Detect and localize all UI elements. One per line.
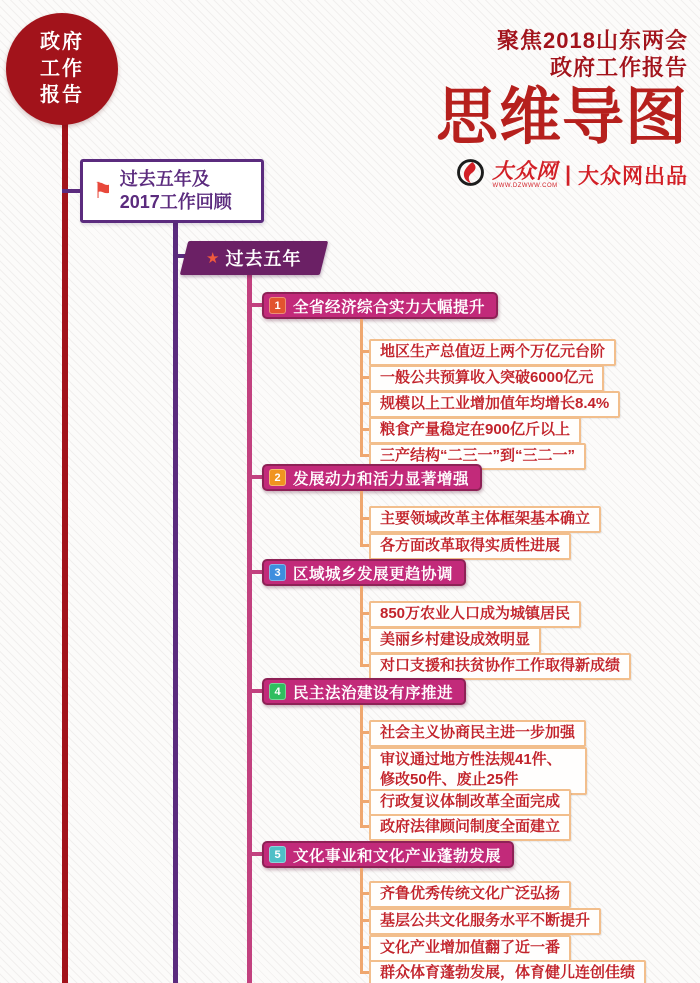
header-subtitle-2: 政府工作报告 xyxy=(549,54,688,80)
banner-label: 过去五年 xyxy=(225,249,302,269)
section-2-badge: 2 xyxy=(269,469,286,486)
connector-bracket-section-1 xyxy=(360,319,363,455)
section-2-title xyxy=(262,464,482,491)
detail-item: 群众体育蓬勃发展，体育健儿连创佳绩 xyxy=(369,960,646,983)
logo-name: 大众网 xyxy=(492,159,559,183)
logo-wordmark xyxy=(492,161,558,189)
detail-item: 美丽乡村建设成效明显 xyxy=(369,627,541,654)
section-4-badge: 4 xyxy=(269,683,286,700)
connector-stub-section-5 xyxy=(250,852,262,856)
page-title: 思维导图 xyxy=(435,82,688,152)
connector-trunk-red xyxy=(62,118,68,983)
connector-stub-branch xyxy=(62,189,80,193)
detail-item: 规模以上工业增加值年均增长8.4% xyxy=(369,391,620,418)
section-5-label: 文化事业和文化产业蓬勃发展 xyxy=(293,847,502,865)
branch-label-line2: 2017工作回顾 xyxy=(119,192,232,212)
logo-url: WWW.DZWWW.COM xyxy=(492,182,558,189)
connector-trunk-purple xyxy=(173,222,178,983)
detail-item: 一般公共预算收入突破6000亿元 xyxy=(369,365,604,392)
detail-item: 主要领域改革主体框架基本确立 xyxy=(369,506,601,533)
logo-separator: | xyxy=(565,162,571,186)
detail-item: 社会主义协商民主进一步加强 xyxy=(369,720,586,747)
detail-item: 基层公共文化服务水平不断提升 xyxy=(369,908,601,935)
section-1-label: 全省经济综合实力大幅提升 xyxy=(293,298,486,316)
section-4-title xyxy=(262,678,466,705)
detail-item: 审议通过地方性法规41件、修改50件、废止25件 xyxy=(369,747,587,795)
detail-item: 各方面改革取得实质性进展 xyxy=(369,533,571,560)
flag-icon: ⚑ xyxy=(93,178,113,203)
connector-trunk-pink xyxy=(247,274,252,983)
section-3-badge: 3 xyxy=(269,564,286,581)
section-1-badge: 1 xyxy=(269,297,286,314)
section-3-label: 区域城乡发展更趋协调 xyxy=(293,565,454,583)
connector-stub-section-1 xyxy=(250,303,262,307)
banner-past-five-years xyxy=(180,241,328,275)
connector-stub-section-4 xyxy=(250,689,262,693)
banner-content xyxy=(206,245,301,271)
detail-item: 政府法律顾问制度全面建立 xyxy=(369,814,571,841)
flame-logo-icon xyxy=(456,158,485,192)
detail-item: 行政复议体制改革全面完成 xyxy=(369,789,571,816)
section-4-label: 民主法治建设有序推进 xyxy=(293,684,454,702)
section-1-title xyxy=(262,292,498,319)
detail-item: 地区生产总值迈上两个万亿元台阶 xyxy=(369,339,616,366)
section-2-label: 发展动力和活力显著增强 xyxy=(293,470,470,488)
section-5-badge: 5 xyxy=(269,846,286,863)
header-subtitle-1: 聚焦2018山东两会 xyxy=(497,28,688,53)
detail-item: 对口支援和扶贫协作工作取得新成绩 xyxy=(369,653,631,680)
root-line: 政府 xyxy=(40,31,84,54)
detail-item: 文化产业增加值翻了近一番 xyxy=(369,935,571,962)
logo-byline: 大众网出品 xyxy=(578,164,688,188)
branch-label-line1: 过去五年及 xyxy=(119,168,210,189)
branch-label xyxy=(120,168,232,215)
star-icon: ★ xyxy=(206,249,220,267)
header xyxy=(436,28,688,192)
root-line: 工作 xyxy=(40,57,84,80)
detail-item: 粮食产量稳定在900亿斤以上 xyxy=(369,417,581,444)
detail-item: 齐鲁优秀传统文化广泛弘扬 xyxy=(369,881,571,908)
detail-item: 850万农业人口成为城镇居民 xyxy=(369,601,581,628)
connector-stub-section-2 xyxy=(250,475,262,479)
section-3-title xyxy=(262,559,466,586)
section-5-title xyxy=(262,841,514,868)
connector-stub-section-3 xyxy=(250,570,262,574)
root-node xyxy=(6,13,118,125)
root-line: 报告 xyxy=(40,84,84,107)
detail-item: 三产结构“二三一”到“三二一” xyxy=(369,443,586,470)
publisher-logo xyxy=(436,158,688,192)
branch-node-review xyxy=(80,159,264,223)
connector-bracket-section-3 xyxy=(360,586,363,665)
